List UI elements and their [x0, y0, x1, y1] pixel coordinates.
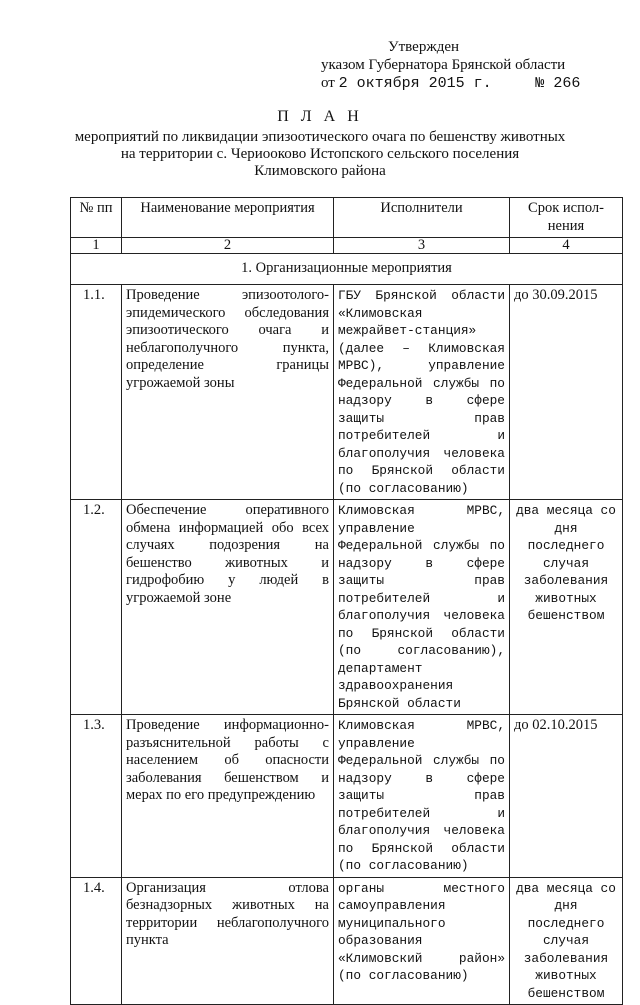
row-number: 1.4.	[71, 877, 122, 1005]
column-number: 4	[510, 238, 623, 254]
row-activity: Проведение информационно-разъяснительной работы с населением об опасности заболевания бешенством и мерах по его предупреждению	[122, 715, 334, 878]
column-number: 3	[334, 238, 510, 254]
approval-date-line	[300, 74, 600, 93]
column-number: 2	[122, 238, 334, 254]
column-number: 1	[71, 238, 122, 254]
column-number-row	[71, 238, 623, 254]
subtitle-line-2: на территории с. Чериооково Истопского сельского поселения	[120, 146, 520, 162]
row-number: 1.3.	[71, 715, 122, 878]
date-value: 2 октября 2015 г.	[338, 75, 492, 92]
table-row	[71, 877, 623, 1005]
table-header-row	[71, 198, 623, 238]
table-row	[71, 500, 623, 715]
approval-block	[300, 38, 600, 93]
row-executors: ГБУ Брянской области «Климовская межрайвет-станция» (далее – Климовская МРВС), управление Федеральной службы по надзору в сфере защиты прав потребителей и благополучия человека по Брянской области (по согласованию)	[334, 285, 510, 500]
row-number: 1.2.	[71, 500, 122, 715]
row-deadline: до 30.09.2015	[510, 285, 623, 500]
date-prefix: от	[321, 75, 335, 91]
decree-number: № 266	[535, 75, 581, 92]
row-number: 1.1.	[71, 285, 122, 500]
row-executors: Климовская МРВС, управление Федеральной службы по надзору в сфере защиты прав потребителей и благополучия человека по Брянской области (по согласованию)	[334, 715, 510, 878]
header-num: № пп	[71, 198, 122, 238]
row-executors: Климовская МРВС, управление Федеральной службы по надзору в сфере защиты прав потребителей и благополучия человека по Брянской области (по согласованию), департамент здравоохранения Брянской области	[334, 500, 510, 715]
row-executors: органы местного самоуправления муниципального образования «Климовский район» (по согласованию)	[334, 877, 510, 1005]
document-subtitle	[60, 129, 580, 180]
section-row	[71, 254, 623, 285]
header-name: Наименование мероприятия	[122, 198, 334, 238]
table-row	[71, 715, 623, 878]
section-title: 1. Организационные мероприятия	[71, 254, 623, 285]
subtitle-line-3: Климовского района	[254, 163, 386, 179]
row-deadline: два месяца со дня последнего случая заболевания животных бешенством	[510, 500, 623, 715]
approval-decree: указом Губернатора Брянской области	[321, 57, 566, 73]
row-activity: Проведение эпизоотолого-эпидемического обследования эпизоотического очага и неблагополучного пункта, определение границы угрожаемой зоны	[122, 285, 334, 500]
subtitle-line-1: мероприятий по ликвидации эпизоотического очага по бешенству животных	[74, 129, 566, 145]
table-row	[71, 285, 623, 500]
header-executors: Исполнители	[334, 198, 510, 238]
plan-table	[70, 197, 623, 1005]
header-deadline: Срок испол-нения	[510, 198, 623, 238]
row-activity: Обеспечение оперативного обмена информацией обо всех случаях подозрения на бешенство животных и гидрофобию у людей в угрожаемой зоне	[122, 500, 334, 715]
row-deadline: до 02.10.2015	[510, 715, 623, 878]
document-title: П Л А Н	[277, 108, 363, 125]
approval-title: Утвержден	[388, 39, 460, 55]
row-activity: Организация отлова безнадзорных животных на территории неблагополучного пункта	[122, 877, 334, 1005]
row-deadline: два месяца со дня последнего случая заболевания животных бешенством	[510, 877, 623, 1005]
